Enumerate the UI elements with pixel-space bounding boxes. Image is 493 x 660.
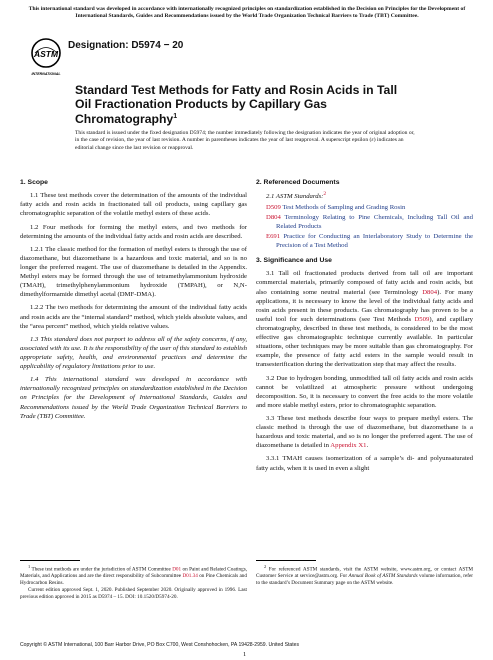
paragraph-1-1: 1.1 These test methods cover the determination of the amounts of the individual fatty acids and rosin acids in fractionated tall oil products, using capillary gas chromatographic separation of the volatile methyl esters of these acids. bbox=[20, 192, 247, 218]
page-number: 1 bbox=[243, 651, 247, 658]
section-heading-referenced-documents: 2. Referenced Documents bbox=[256, 179, 340, 186]
section-heading-scope: 1. Scope bbox=[20, 179, 48, 186]
footnote-1: $^1$ These test methods are under the jurisdiction of ASTM Committee D01 on Paint and Related Coatings, Materials, and Applications and are the direct responsibility of Subcommittee D01.34 on Pine Chemicals and Hydrocarbon Resins. Current edition approved Sept. 1, 2020. Published September 2020. Originally approved in 1996. Last previous edition approved in 2015 as D5974 – 15. DOI: 10.1520/D5974-20. bbox=[20, 564, 248, 600]
paragraph-1-2: 1.2 Four methods for forming the methyl esters, and two methods for determining the amounts of the individual fatty acids and rosin acids are described. bbox=[20, 223, 247, 240]
right-column bbox=[256, 178, 473, 477]
astm-standards-text: 2.1 ASTM Standards: bbox=[266, 193, 324, 201]
reference-title[interactable]: Terminology Relating to Pine Chemicals, Including Tall Oil and Related Products bbox=[276, 213, 473, 230]
reference-code[interactable]: E691 bbox=[266, 232, 281, 240]
link-appendix-x1[interactable]: Appendix X1 bbox=[330, 442, 367, 450]
reference-title[interactable]: Practice for Conducting an Interlaboratory Study to Determine the Precision of a Test Method bbox=[276, 232, 474, 250]
paragraph-1-2-2: 1.2.2 The two methods for determining the amount of the individual fatty acids and rosin acids are the “internal standard” method, which yields absolute values, and the “area percent” method, which yields relative values. bbox=[20, 304, 247, 330]
reference-code[interactable]: D509 bbox=[266, 203, 281, 211]
link-d01[interactable]: D01 bbox=[172, 566, 182, 573]
link-d804[interactable]: D804 bbox=[422, 288, 438, 296]
reference-item[interactable] bbox=[256, 203, 473, 212]
standard-notice: This standard is issued under the fixed designation D5974; the number immediately following the designation indicates the year of original adoption or, in the case of revision, the year of last revision. A number in parentheses indicates the year of last reapproval. A superscript epsilon (ε) indicates an editorial change since the last revision or reapproval. bbox=[75, 130, 415, 151]
footnote-rule-right bbox=[256, 560, 316, 561]
astm-logo bbox=[30, 38, 62, 82]
left-column bbox=[20, 178, 247, 425]
svg-text:ASTM: ASTM bbox=[33, 49, 59, 59]
paragraph-3-1: 3.1 Tall oil fractionated products derived from tall oil are important commercial materials, primarily composed of fatty acids and rosin acids, but also containing some neutral material (see Terminology D804). For many applications, it is necessary to know the level of the individual fatty acids and rosin acids present in these products. Gas chromatography has proven to be a useful tool for such determinations (see Test Methods D509), and capillary chromatography, described in these test methods, is considered to be the most effective gas chromatographic technique currently available. In particular situations, other techniques may be more suitable than gas chromatography. For example, the presence of fatty acid esters in the sample would result in transesterification during the derivatization step that may affect the results. bbox=[256, 270, 474, 369]
paragraph-1-3: 1.3 This standard does not purport to address all of the safety concerns, if any, associated with its use. It is the responsibility of the user of this standard to establish appropriate safety, health, and environmental practices and determine the applicability of regulatory limitations prior to use. bbox=[20, 335, 247, 371]
title-footnote-mark: 1 bbox=[173, 112, 178, 120]
link-d01-34[interactable]: D01.34 bbox=[182, 573, 198, 580]
reference-title[interactable]: Test Methods of Sampling and Grading Rosin bbox=[282, 203, 406, 211]
link-d509[interactable]: D509 bbox=[414, 315, 430, 323]
paragraph-3-3-1: 3.3.1 TMAH causes isomerization of a sample’s di- and polyunsaturated fatty acids, when it is used in even a slight bbox=[256, 455, 473, 472]
reference-item[interactable] bbox=[256, 232, 473, 250]
reference-item[interactable] bbox=[256, 213, 473, 231]
footnote-2: $^2$ For referenced ASTM standards, visit the ASTM website, www.astm.org, or contact ASTM Customer Service at service@astm.org. For Annual Book of ASTM Standards volume information, refer to the standard’s Document Summary page on the ASTM website. bbox=[256, 564, 474, 587]
footnote-2-mark[interactable]: 2 bbox=[323, 191, 327, 198]
paragraph-3-3: 3.3 These test methods describe four ways to prepare methyl esters. The classic method is through the use of diazomethane, but diazomethane is a hazardous and toxic material, and so is no longer the preferred agent. The use of diazomethane is detailed in Appendix X1. bbox=[256, 415, 473, 450]
astm-standards-label bbox=[266, 191, 473, 201]
section-heading-significance: 3. Significance and Use bbox=[256, 257, 332, 265]
title-text: Standard Test Methods for Fatty and Rosin Acids in Tall Oil Fractionation Products by Capillary Gas Chromatography bbox=[75, 83, 398, 126]
copyright-footer: Copyright © ASTM International, 100 Barr Harbor Drive, PO Box C700, West Conshohocken, PA 19428-2959. United States bbox=[20, 642, 300, 648]
paragraph-1-4: 1.4 This international standard was developed in accordance with internationally recognized principles on standardization established in the Decision on Principles for the Development of International Standards, Guides and Recommendations issued by the World Trade Organization Technical Barriers to Trade (TBT) Committee. bbox=[20, 376, 247, 420]
paragraph-3-2: 3.2 Due to hydrogen bonding, unmodified tall oil fatty acids and rosin acids cannot be volatilized at atmospheric pressure without undergoing decomposition. So, it is necessary to convert the free acids to the more volatile and more stable methyl esters, prior to chromatographic separation. bbox=[256, 374, 473, 409]
top-notice: This international standard was developed in accordance with internationally recognized principles on standardization established in the Decision on Principles for the Development of International Standards, Guides and Recommendations issued by the World Trade Organization Technical Barriers to Trade (TBT) Committee. bbox=[28, 6, 466, 19]
footnote-1-edition: Current edition approved Sept. 1, 2020. Published September 2020. Originally approved in 1996. Last previous edition approved in 2015 as D5974 – 15. DOI: 10.1520/D5974-20. bbox=[20, 586, 247, 600]
document-title bbox=[75, 83, 415, 126]
svg-text:INTERNATIONAL: INTERNATIONAL bbox=[31, 72, 61, 76]
footnote-rule-left bbox=[20, 560, 80, 561]
reference-code[interactable]: D804 bbox=[266, 213, 281, 221]
paragraph-1-2-1: 1.2.1 The classic method for the formation of methyl esters is through the use of diazomethane, but diazomethane is a hazardous and toxic material, and so is no longer the preferred reagent. The use of diazomethane is detailed in the Appendix. Methyl esters may be formed through the use of tetramethylammonium hydroxide (TMAH), trimethylphenylammonium hydroxide (TMPAH), or N,N-dimethylformamide dimethyl acetal (DMF-DMA). bbox=[20, 245, 247, 299]
designation: Designation: D5974 − 20 bbox=[68, 40, 184, 51]
